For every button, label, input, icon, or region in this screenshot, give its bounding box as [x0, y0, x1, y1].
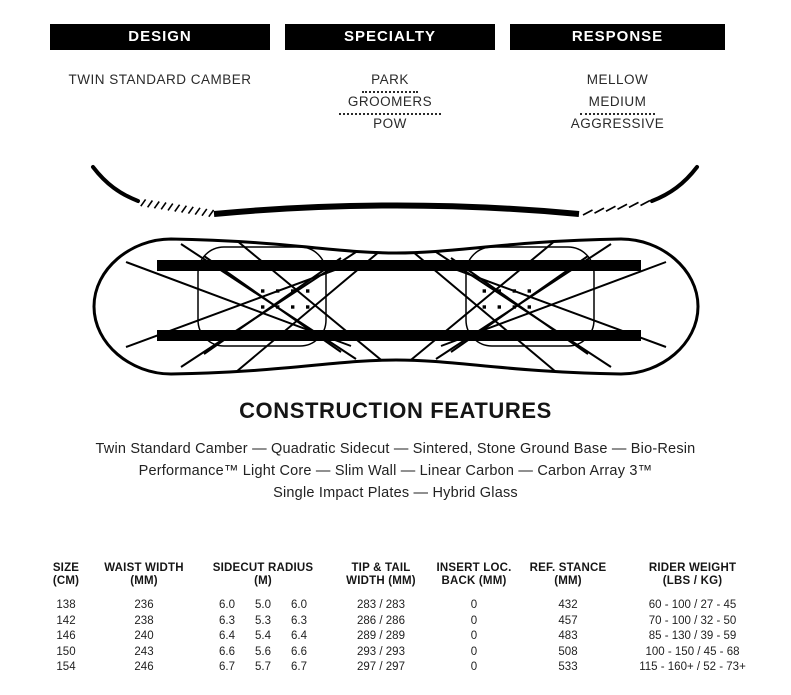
cell-size: 146	[56, 630, 76, 643]
specialty-header-bar: SPECIALTY	[285, 24, 495, 50]
response-column	[510, 24, 725, 138]
specialty-column	[285, 24, 495, 138]
design-header-bar: DESIGN	[50, 24, 270, 50]
construction-features-section	[0, 398, 791, 504]
cell-weight: 60 - 100 / 27 - 45	[648, 599, 737, 611]
cell-weight: 115 - 160+ / 52 - 73+	[639, 661, 746, 674]
header-size: SIZE (CM)	[52, 562, 80, 587]
cell-sidecut: 6.3 5.3 6.3	[219, 614, 307, 627]
cell-stance: 533	[558, 661, 578, 674]
cell-weight: 85 - 130 / 39 - 59	[648, 630, 737, 643]
specialty-item-pow	[285, 116, 495, 138]
feature-line: Performance™ Light Core — Slim Wall — Linear Carbon — Carbon Array 3™	[138, 463, 653, 479]
feature-line: Single Impact Plates — Hybrid Glass	[273, 485, 518, 501]
response-header-bar: RESPONSE	[510, 24, 725, 50]
construction-features-list	[0, 438, 791, 504]
design-items	[50, 72, 270, 94]
cell-waist: 240	[134, 630, 154, 643]
specialty-item-groomers	[285, 94, 495, 116]
cell-waist: 243	[134, 645, 154, 658]
table-row	[40, 645, 765, 661]
cell-tip-tail: 283 / 283	[357, 599, 405, 611]
specialty-item-label: GROOMERS	[339, 94, 441, 115]
response-item-label: AGGRESSIVE	[570, 116, 665, 131]
cell-insert: 0	[470, 614, 478, 627]
cell-insert: 0	[470, 630, 478, 643]
construction-features-title: CONSTRUCTION FEATURES	[239, 398, 552, 423]
table-row	[40, 629, 765, 645]
table-row	[40, 660, 765, 676]
header-rider-weight: RIDER WEIGHT (LBS / KG)	[648, 562, 737, 587]
cell-size: 138	[56, 599, 76, 611]
board-top-view-section	[0, 234, 791, 380]
cell-stance: 483	[558, 630, 578, 643]
header-tip-tail-width: TIP & TAIL WIDTH (MM)	[346, 562, 416, 587]
cell-sidecut: 6.7 5.7 6.7	[219, 661, 307, 674]
cell-stance: 508	[558, 645, 578, 658]
camber-profile-section	[0, 160, 791, 232]
header-sidecut-radius: SIDECUT RADIUS (M)	[212, 562, 314, 587]
spec-table	[40, 562, 765, 676]
response-item-label: MELLOW	[586, 72, 649, 87]
design-item	[50, 72, 270, 94]
cell-tip-tail: 286 / 286	[357, 614, 405, 627]
cell-tip-tail: 297 / 297	[357, 661, 405, 674]
cell-sidecut: 6.4 5.4 6.4	[219, 630, 307, 643]
cell-insert: 0	[470, 661, 478, 674]
camber-profile-diagram	[86, 160, 706, 232]
cell-size: 142	[56, 614, 76, 627]
response-item-aggressive	[510, 116, 725, 138]
table-row	[40, 598, 765, 614]
board-top-view-diagram	[86, 234, 706, 380]
design-column	[50, 24, 270, 138]
specialty-item-label: POW	[373, 116, 407, 131]
spec-table-body	[40, 598, 765, 676]
cell-waist: 238	[134, 614, 154, 627]
cell-tip-tail: 293 / 293	[357, 645, 405, 658]
header-insert-loc-back: INSERT LOC. BACK (MM)	[436, 562, 512, 587]
specialty-item-label: PARK	[362, 72, 418, 93]
attribute-section	[0, 24, 791, 138]
specialty-items	[285, 72, 495, 138]
response-items	[510, 72, 725, 138]
specialty-item-park	[285, 72, 495, 94]
response-item-medium	[510, 94, 725, 116]
cell-insert: 0	[470, 599, 478, 611]
cell-size: 154	[56, 661, 76, 674]
cell-waist: 236	[134, 599, 154, 611]
cell-waist: 246	[134, 661, 154, 674]
cell-sidecut: 6.6 5.6 6.6	[219, 645, 307, 658]
feature-line: Twin Standard Camber — Quadratic Sidecut — Sintered, Stone Ground Base — Bio-Resin	[95, 441, 696, 457]
design-item-label: TWIN STANDARD CAMBER	[68, 72, 252, 87]
spec-table-header	[40, 562, 765, 588]
cell-tip-tail: 289 / 289	[357, 630, 405, 643]
cell-size: 150	[56, 645, 76, 658]
cell-insert: 0	[470, 645, 478, 658]
cell-stance: 457	[558, 614, 578, 627]
cell-stance: 432	[558, 599, 578, 611]
header-waist-width: WAIST WIDTH (MM)	[104, 562, 184, 587]
header-ref-stance: REF. STANCE (MM)	[529, 562, 607, 587]
cell-weight: 70 - 100 / 32 - 50	[648, 614, 737, 627]
cell-weight: 100 - 150 / 45 - 68	[645, 645, 740, 658]
table-row	[40, 614, 765, 630]
cell-sidecut: 6.0 5.0 6.0	[219, 599, 307, 611]
response-item-label: MEDIUM	[580, 94, 656, 115]
response-item-mellow	[510, 72, 725, 94]
